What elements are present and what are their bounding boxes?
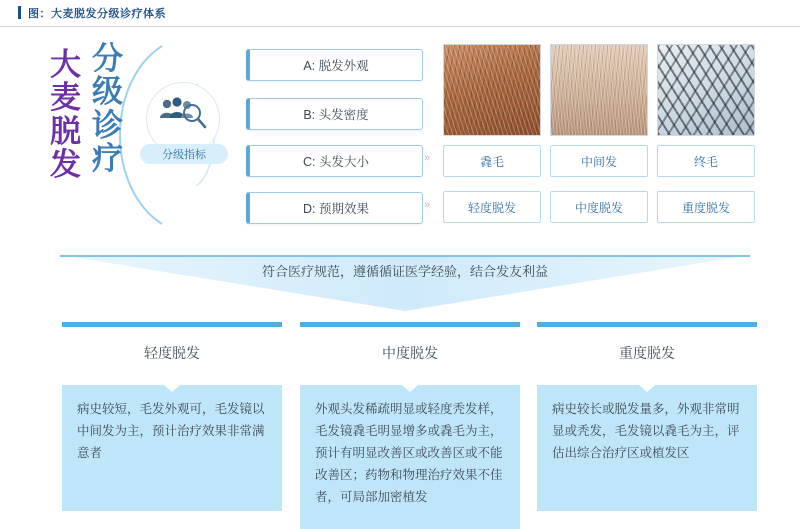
hair-size-tag-1[interactable]: 中间发 [550,145,648,177]
vtitle-left-char-3: 发 [50,147,82,183]
index-item-d[interactable] [246,192,423,224]
scalp-photo-strip [443,44,755,134]
column-severe-title: 重度脱发 [619,345,675,361]
index-item-d-label: D: 预期效果 [303,202,369,216]
vtitle-left-char-2: 脱 [50,113,82,149]
column-moderate-notch [395,379,425,392]
column-mild [62,322,282,511]
banner-text: 符合医疗规范，遵循循证医学经验，结合发友利益 [261,264,548,279]
expected-effect-tag-1[interactable]: 中度脱发 [550,191,648,223]
chevron-right-icon-c: » [424,152,431,164]
vertical-title-left [50,48,82,182]
chevron-right-icon-d: » [424,199,431,211]
index-item-a-label: A: 脱发外观 [303,59,369,73]
scalp-photo-1 [443,44,541,136]
vtitle-right-char-3: 疗 [92,141,124,177]
column-moderate-accent-bar [300,322,520,327]
column-moderate-title: 中度脱发 [382,345,438,361]
column-mild-notch [157,379,187,392]
vtitle-right-char-0: 分 [92,41,124,76]
center-node [146,82,230,166]
hair-size-tag-row [443,145,755,177]
header-accent-bar [18,6,21,19]
page-title: 图：大麦脱发分级诊疗体系 [28,8,166,20]
banner-arrow [60,255,750,311]
column-severe-notch [632,379,662,392]
vtitle-left-char-0: 大 [50,47,82,82]
column-severe-accent-bar [537,322,757,327]
index-item-a[interactable] [246,49,423,81]
column-moderate [300,322,520,529]
scalp-photo-3 [657,44,755,136]
column-mild-title: 轻度脱发 [144,345,200,361]
index-item-b[interactable] [246,98,423,130]
vtitle-right-char-1: 级 [92,74,124,110]
column-mild-body: 病史较短，毛发外观可，毛发镜以中间发为主，预计治疗效果非常满意者 [62,385,282,511]
vtitle-right-char-2: 诊 [92,107,124,143]
node-label: 分级指标 [140,144,228,164]
header [0,0,800,27]
expected-effect-tag-row [443,191,755,223]
index-item-c[interactable] [246,145,423,177]
column-severe-body: 病史较长或脱发量多，外观非常明显或秃发，毛发镜以毳毛为主，评估出综合治疗区或植发区 [537,385,757,511]
expected-effect-tag-0[interactable]: 轻度脱发 [443,191,541,223]
vertical-title-right [92,42,124,176]
hair-size-tag-0[interactable]: 毳毛 [443,145,541,177]
index-item-c-label: C: 头发大小 [303,155,369,169]
expected-effect-tag-2[interactable]: 重度脱发 [657,191,755,223]
hair-size-tag-2[interactable]: 终毛 [657,145,755,177]
people-magnifier-icon [156,94,208,136]
vtitle-left-char-1: 麦 [50,80,82,116]
scalp-photo-2 [550,44,648,136]
column-mild-accent-bar [62,322,282,327]
column-severe [537,322,757,511]
column-moderate-body: 外观头发稀疏明显或轻度秃发样，毛发镜毳毛明显增多或毳毛为主，预计有明显改善区或改善区或不能改善区；药物和物理治疗效果不佳者，可局部加密植发 [300,385,520,529]
index-item-b-label: B: 头发密度 [303,108,369,122]
